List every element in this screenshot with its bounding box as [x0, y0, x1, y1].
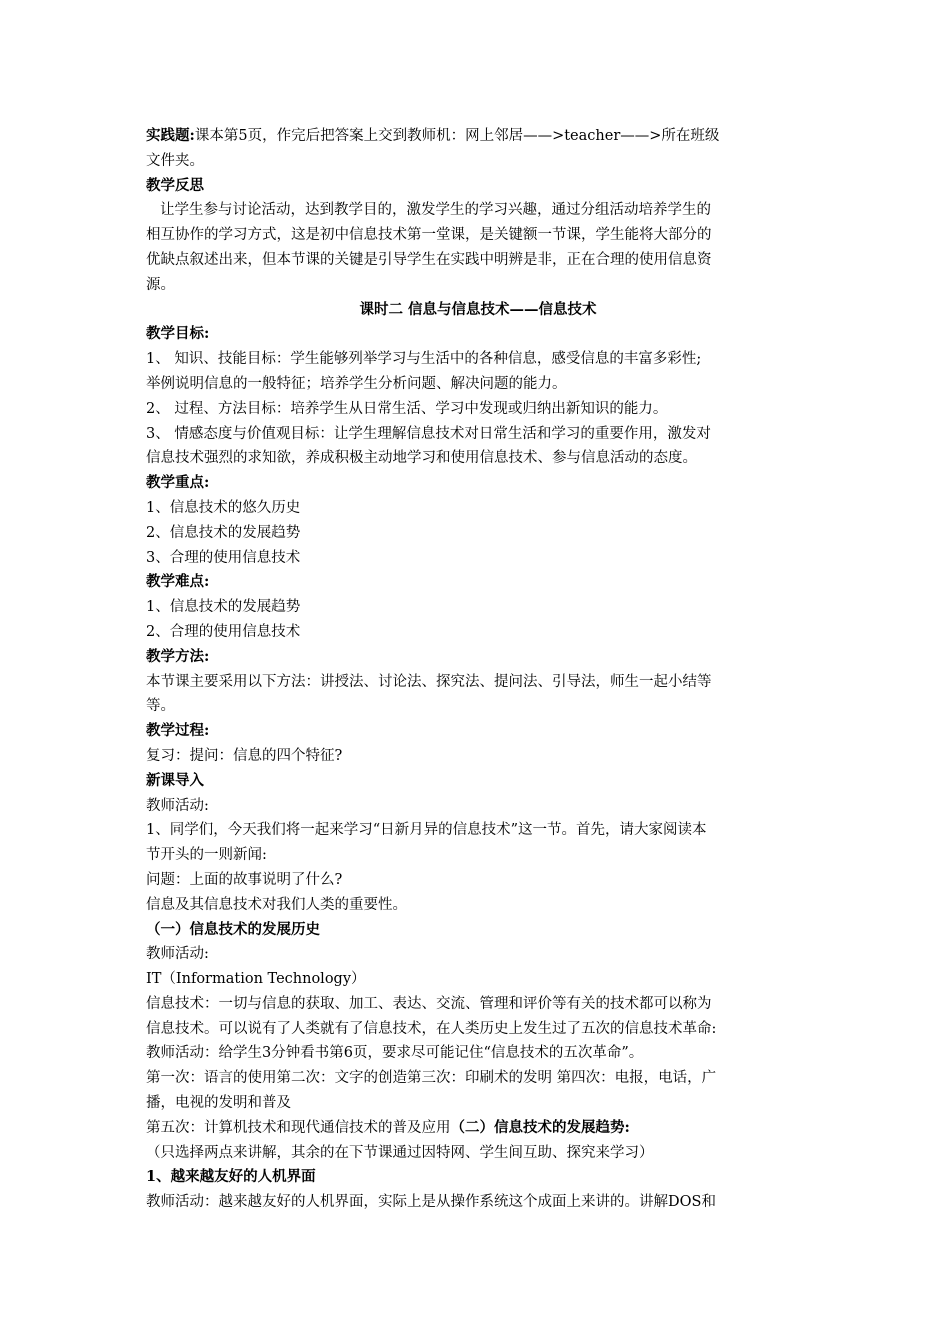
- text-line: [146, 719, 810, 744]
- text-line: [146, 595, 810, 620]
- body-text: 2、合理的使用信息技术: [146, 623, 301, 640]
- heading-text: （二）信息技术的发展趋势:: [450, 1118, 630, 1136]
- body-text: 2、信息技术的发展趋势: [146, 524, 301, 541]
- text-line: [146, 372, 810, 397]
- text-line: [146, 1141, 810, 1166]
- heading-text: 教学过程:: [146, 722, 210, 740]
- text-line: [146, 124, 810, 149]
- text-line: [146, 496, 810, 521]
- heading-text: 课时二 信息与信息技术——信息技术: [359, 300, 597, 318]
- text-line: [146, 570, 810, 595]
- body-text: 1、信息技术的悠久历史: [146, 499, 301, 516]
- text-line: [146, 273, 810, 298]
- body-text: 播，电视的发明和普及: [146, 1095, 291, 1112]
- heading-text: 1、越来越友好的人机界面: [146, 1168, 316, 1186]
- text-line: [146, 1066, 810, 1091]
- text-line: [146, 446, 810, 471]
- text-line: [146, 1041, 810, 1066]
- text-line: [146, 1165, 810, 1190]
- body-text: 2、 过程、方法目标：培养学生从日常生活、学习中发现或归纳出新知识的能力。: [146, 400, 668, 417]
- heading-text: 教学方法:: [146, 647, 210, 665]
- body-text: 问题：上面的故事说明了什么?: [146, 871, 343, 888]
- body-text: 信息技术。可以说有了人类就有了信息技术，在人类历史上发生过了五次的信息技术革命:: [146, 1020, 717, 1037]
- text-line: [146, 322, 810, 347]
- body-text: 信息及其信息技术对我们人类的重要性。: [146, 896, 407, 913]
- text-line: [146, 298, 810, 323]
- body-text: 教师活动:: [146, 797, 209, 814]
- heading-text: 教学难点:: [146, 573, 210, 591]
- text-line: [146, 670, 810, 695]
- body-text: 源。: [146, 276, 175, 293]
- text-line: [146, 248, 810, 273]
- body-text: 教师活动：给学生3分钟看书第6页，要求尽可能记住“信息技术的五次革命”。: [146, 1045, 644, 1062]
- body-text: 3、 情感态度与价值观目标：让学生理解信息技术对日常生活和学习的重要作用，激发对: [146, 425, 711, 442]
- body-text: 优缺点叙述出来，但本节课的关键是引导学生在实践中明辨是非，正在合理的使用信息资: [146, 251, 712, 268]
- body-text: 让学生参与讨论活动，达到教学目的，激发学生的学习兴趣，通过分组活动培养学生的: [160, 202, 711, 219]
- body-text: 教师活动:: [146, 946, 209, 963]
- body-text: 文件夹。: [146, 152, 204, 169]
- text-line: [146, 1116, 810, 1141]
- body-text: 课本第5页，作完后把答案上交到教师机：网上邻居——>teacher——>所在班级: [194, 128, 720, 144]
- text-line: [146, 818, 810, 843]
- text-line: [146, 620, 810, 645]
- body-text: 复习：提问：信息的四个特征?: [146, 747, 343, 764]
- body-text: 相互协作的学习方式，这是初中信息技术第一堂课，是关键额一节课，学生能将大部分的: [146, 227, 712, 244]
- body-text: 教师活动：越来越友好的人机界面，实际上是从操作系统这个成面上来讲的。讲解DOS和: [146, 1194, 716, 1211]
- text-line: [146, 1091, 810, 1116]
- body-text: 1、 知识、技能目标：学生能够列举学习与生活中的各种信息，感受信息的丰富多彩性;: [146, 351, 702, 368]
- heading-text: （一）信息技术的发展历史: [146, 920, 320, 938]
- document-body: [146, 124, 810, 1215]
- body-text: 节开头的一则新闻:: [146, 847, 267, 864]
- body-text: （只选择两点来讲解，其余的在下节课通过因特网、学生间互助、探究来学习）: [146, 1144, 654, 1161]
- heading-text: 新课导入: [146, 771, 204, 789]
- text-line: [146, 347, 810, 372]
- text-line: [146, 694, 810, 719]
- body-text: 3、合理的使用信息技术: [146, 549, 301, 566]
- text-line: [146, 893, 810, 918]
- text-line: [146, 967, 810, 992]
- text-line: [146, 942, 810, 967]
- body-text: 本节课主要采用以下方法：讲授法、讨论法、探究法、提问法、引导法，师生一起小结等: [146, 673, 712, 690]
- text-line: [146, 198, 810, 223]
- body-text: 信息技术强烈的求知欲，养成积极主动地学习和使用信息技术、参与信息活动的态度。: [146, 450, 697, 467]
- text-line: [146, 546, 810, 571]
- text-line: [146, 769, 810, 794]
- text-line: [146, 992, 810, 1017]
- body-text: IT（Information Technology）: [146, 971, 366, 988]
- text-line: [146, 422, 810, 447]
- text-line: [146, 868, 810, 893]
- heading-text: 实践题:: [146, 127, 195, 144]
- text-line: [146, 174, 810, 199]
- text-line: [146, 843, 810, 868]
- text-line: [146, 521, 810, 546]
- body-text: 第五次：计算机技术和现代通信技术的普及应用: [146, 1119, 451, 1136]
- text-line: [146, 645, 810, 670]
- heading-text: 教学目标:: [146, 325, 210, 343]
- body-text: 第一次：语言的使用第二次：文字的创造第三次：印刷术的发明 第四次：电报，电话，广: [146, 1070, 717, 1087]
- text-line: [146, 471, 810, 496]
- text-line: [146, 1190, 810, 1215]
- text-line: [146, 149, 810, 174]
- body-text: 信息技术：一切与信息的获取、加工、表达、交流、管理和评价等有关的技术都可以称为: [146, 995, 712, 1012]
- text-line: [146, 918, 810, 943]
- text-line: [146, 223, 810, 248]
- body-text: 1、同学们，今天我们将一起来学习“日新月异的信息技术”这一节。首先，请大家阅读本: [146, 822, 707, 839]
- text-line: [146, 1017, 810, 1042]
- heading-text: 教学反思: [146, 176, 204, 194]
- body-text: 举例说明信息的一般特征；培养学生分析问题、解决问题的能力。: [146, 375, 567, 392]
- text-line: [146, 397, 810, 422]
- body-text: 1、信息技术的发展趋势: [146, 599, 301, 616]
- text-line: [146, 744, 810, 769]
- heading-text: 教学重点:: [146, 474, 210, 492]
- body-text: 等。: [146, 698, 175, 715]
- text-line: [146, 794, 810, 819]
